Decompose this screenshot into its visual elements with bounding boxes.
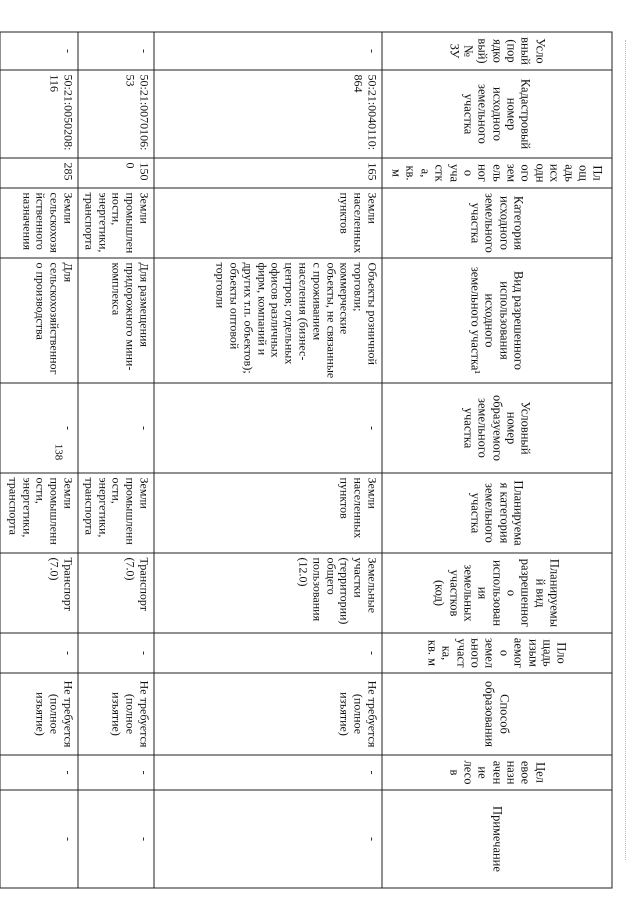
scan-edge-line (625, 40, 626, 860)
cell-plan-use: Земельные участки (территории) общего пользования (12.0) (154, 553, 382, 633)
cell-method: Не требуется (полное изъятие) (78, 673, 154, 755)
table-row (154, 32, 382, 888)
cell-use: Для сельскохозяйственного производства (0, 258, 78, 383)
cell-forest: - (154, 755, 382, 790)
cell-seized-area: - (0, 633, 78, 673)
cell-cadastral: 50:21:0050208:116 (0, 70, 78, 158)
cell-plan-category: Земли населенных пунктов (154, 473, 382, 553)
header-cell: Планируемая категория земельного участка (382, 473, 612, 553)
header-cell: Условный номер образуемого земельного участка (382, 383, 612, 473)
cell-num: - (154, 32, 382, 70)
cell-use: Для размещения придорожного мини-комплекса (78, 258, 154, 383)
header-cell: Условный (порядковый) № ЗУ (382, 32, 612, 70)
cell-plan-use: Транспорт (7.0) (78, 553, 154, 633)
cell-method: Не требуется (полное изъятие) (0, 673, 78, 755)
cell-new-num: - (78, 383, 154, 473)
cell-new-num: - (0, 383, 78, 473)
table-header-row (382, 32, 612, 888)
cell-note: - (0, 790, 78, 888)
cell-forest: - (78, 755, 154, 790)
cell-category: Земли населенных пунктов (154, 188, 382, 258)
header-cell: Примечание (382, 790, 612, 888)
header-cell: Площадь изымаемого земельного участка, кв. м (382, 633, 612, 673)
cell-seized-area: - (154, 633, 382, 673)
table-row (78, 32, 154, 888)
cell-num: - (0, 32, 78, 70)
land-plots-table (0, 32, 613, 889)
cell-area: 1500 (78, 158, 154, 188)
header-cell: Категория исходного земельного участка (382, 188, 612, 258)
header-cell: Целевое назначение лесов (382, 755, 612, 790)
header-cell: Планируемый вид разрешенного использования земельных участков (код) (382, 553, 612, 633)
cell-num: - (78, 32, 154, 70)
page-number: 138 (52, 443, 65, 461)
cell-seized-area: - (78, 633, 154, 673)
cell-cadastral: 50:21:0070106:53 (78, 70, 154, 158)
header-cell: Площадь исходного земельного участка, кв. м (382, 158, 612, 188)
cell-area: 165 (154, 158, 382, 188)
cell-new-num: - (154, 383, 382, 473)
cell-area: 285 (0, 158, 78, 188)
cell-forest: - (0, 755, 78, 790)
cell-use: Объекты розничной торговли; коммерческие объекты, не связанные с проживанием населения (бизнес-центров; отдельных офисов различных фирм, компаний и других т.п. объектов); объекты оптовой торговли (154, 258, 382, 383)
header-cell: Кадастровый номер исходного земельного участка (382, 70, 612, 158)
table-row (0, 32, 78, 888)
cell-category: Земли промышленности, энергетики, транспорта (78, 188, 154, 258)
cell-note: - (78, 790, 154, 888)
cell-note: - (154, 790, 382, 888)
cell-plan-category: Земли промышленности, энергетики, транспорта (0, 473, 78, 553)
cell-method: Не требуется (полное изъятие) (154, 673, 382, 755)
cell-cadastral: 50:21:0040110:864 (154, 70, 382, 158)
header-cell: Вид разрешенного использования исходного земельного участка¹ (382, 258, 612, 383)
header-cell: Способ образования (382, 673, 612, 755)
cell-plan-category: Земли промышленности, энергетики, транспорта (78, 473, 154, 553)
cell-category: Земли сельскохозяйственного назначения (0, 188, 78, 258)
cell-plan-use: Транспорт (7.0) (0, 553, 78, 633)
